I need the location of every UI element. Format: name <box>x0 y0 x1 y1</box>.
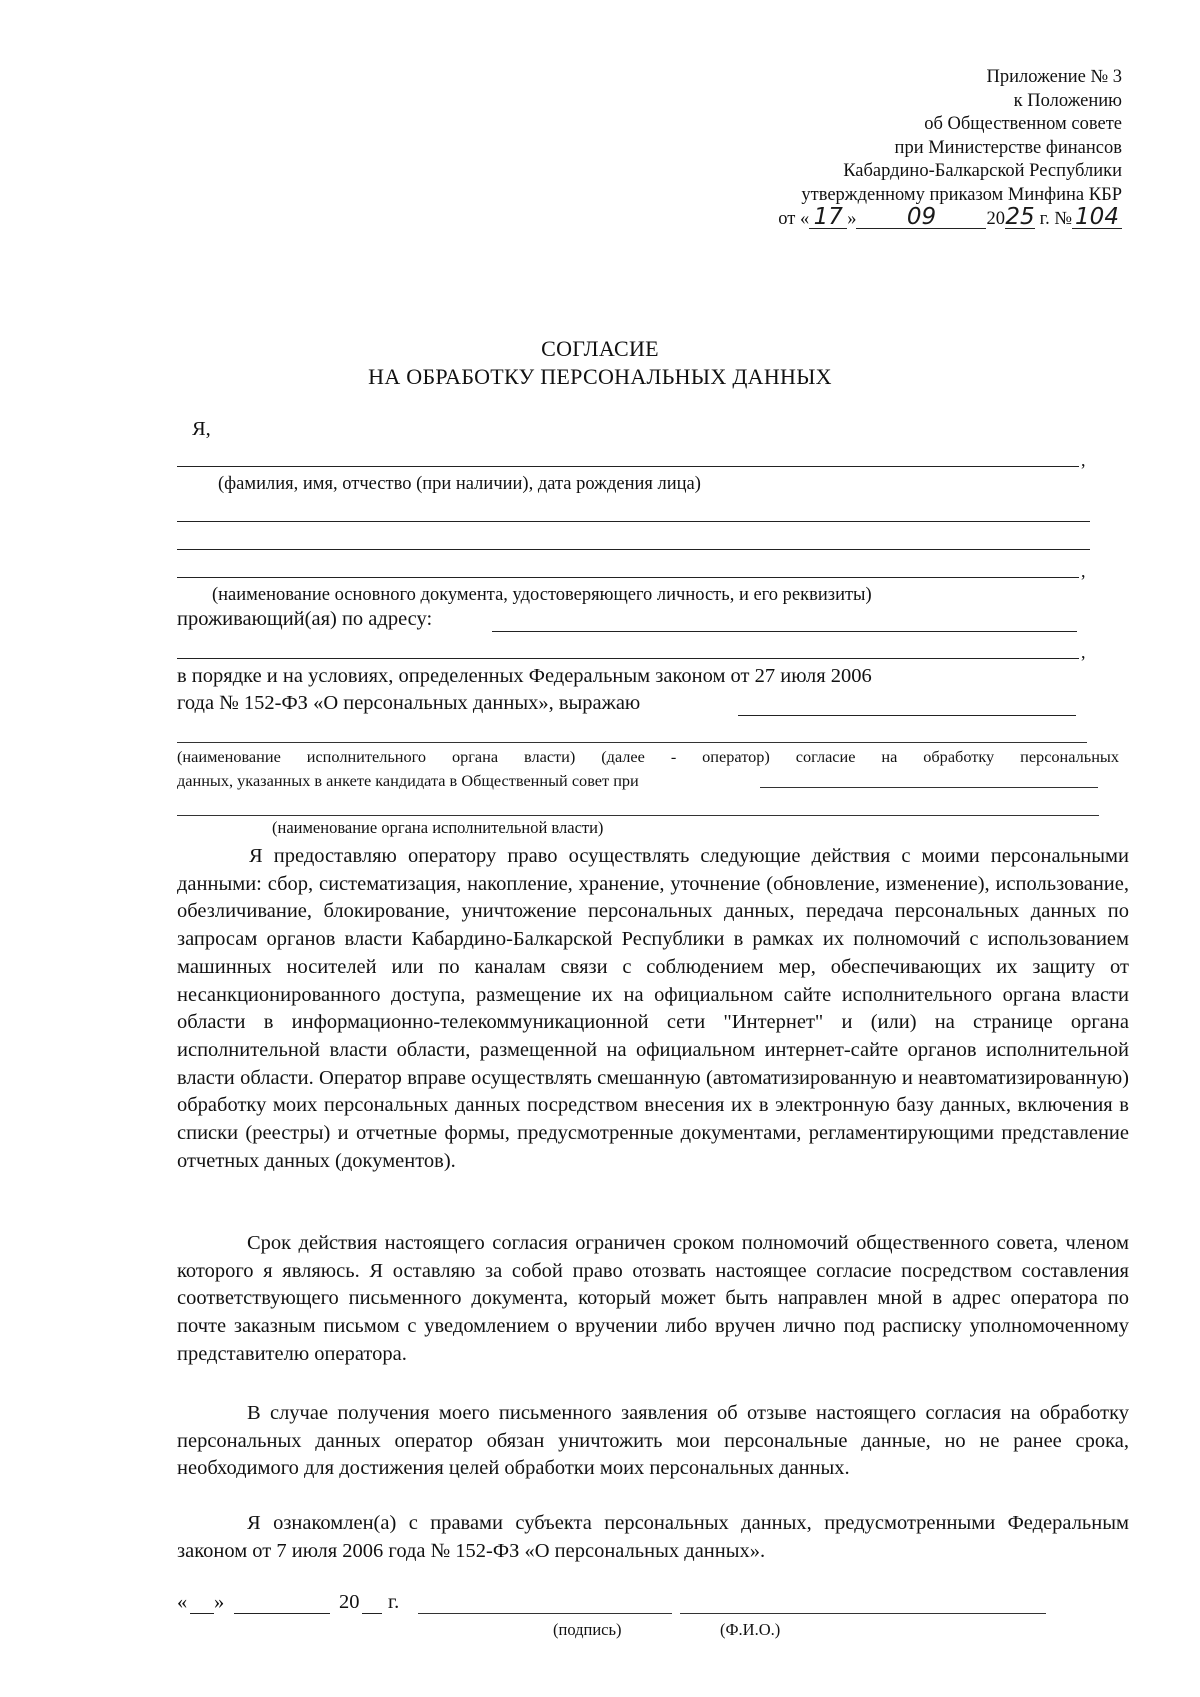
line-comma: , <box>1081 561 1086 581</box>
ya-label: Я, <box>192 418 211 440</box>
organ-caption: (наименование органа исполнительной власти) <box>272 818 604 837</box>
fio-caption: (фамилия, имя, отчество (при наличии), дата рождения лица) <box>218 474 701 494</box>
document-caption: (наименование основного документа, удостоверяющего личность, и его реквизиты) <box>212 585 872 605</box>
order-number-prefix: г. № <box>1039 209 1072 229</box>
header-line: при Министерстве финансов <box>894 137 1122 158</box>
consent-paragraph-2: Срок действия настоящего согласия ограничен сроком полномочий общественного совета, членом которого я являюсь. Я оставляю за собой право отозвать настоящее согласие посредством составления соответствующего письменного документа, который может быть направлен мной в адрес оператора по почте заказным письмом с уведомлением о вручении либо вручен лично под расписку уполномоченному представителю оператора. <box>177 1232 1129 1365</box>
consent-paragraph-1: Я предоставляю оператору право осуществлять следующие действия с моими персональными данными: сбор, систематизация, накопление, хранение, уточнение (обновление, изменение), использование, обезличивание, блокирование, уничтожение персональных данных, передача персональных данных по запросам органов власти Кабардино-Балкарской Республики в рамках их полномочий с использованием машинных носителей или по каналам связи с соблюдением мер, обеспечивающих их защиту от несанкционированного доступа, размещение их на официальном сайте исполнительного органа власти области в информационно-телекоммуникационной сети "Интернет" и (или) на странице органа исполнительной власти области, размещенной на официальном интернет-сайте органов исполнительной власти области. Оператор вправе осуществлять смешанную (автоматизированную и неавтоматизированную) обработку моих персональных данных посредством внесения их в электронную базу данных, включения в списки (реестры) и отчетные формы, предусмотренные документами, регламентирующими представление отчетных данных (документов). <box>177 845 1129 1172</box>
document-title: СОГЛАСИЕ <box>541 336 659 361</box>
document-blank-line-2[interactable] <box>177 549 1090 550</box>
date-year-prefix: 20 <box>986 209 1005 229</box>
date-prefix: от « <box>778 209 810 229</box>
signature-year-suffix: г. <box>388 1591 400 1613</box>
fio-blank-line[interactable] <box>177 466 1079 467</box>
header-line: к Положению <box>1013 90 1122 111</box>
header-line: Приложение № 3 <box>986 67 1122 87</box>
line-comma: , <box>1081 450 1086 470</box>
council-blank-line[interactable] <box>760 787 1098 788</box>
document-blank-line-1[interactable] <box>177 521 1090 522</box>
signature-fio-field[interactable] <box>680 1613 1046 1614</box>
appendix-header <box>778 66 1122 232</box>
date-year-handwritten: 25 <box>1005 204 1035 230</box>
operator-line-1: (наименование исполнительного органа власти) (далее - оператор) согласие на обработку персональных <box>177 747 1119 766</box>
header-line: Кабардино-Балкарской Республики <box>843 161 1122 181</box>
document-subtitle: НА ОБРАБОТКУ ПЕРСОНАЛЬНЫХ ДАННЫХ <box>368 364 832 389</box>
signature-date-close-quote: » <box>214 1591 225 1613</box>
law-line-2: года № 152-ФЗ «О персональных данных», выражаю <box>177 692 641 714</box>
signature-sign-field[interactable] <box>418 1613 672 1614</box>
address-blank-line[interactable] <box>492 631 1077 632</box>
order-date-line <box>778 204 1122 232</box>
operator-line-2: данных, указанных в анкете кандидата в Общественный совет при <box>177 771 639 790</box>
date-year-field <box>1005 204 1035 230</box>
date-month-handwritten: 09 <box>906 204 937 230</box>
signature-date-open-quote: « <box>177 1591 188 1613</box>
order-number-field <box>1072 204 1122 230</box>
operator-text <box>177 745 1119 793</box>
date-month-field <box>856 204 986 230</box>
organ-blank-line[interactable] <box>177 815 1099 816</box>
law-line-1: в порядке и на условиях, определенных Федеральным законом от 27 июля 2006 <box>177 665 872 687</box>
document-blank-line-3[interactable] <box>177 577 1079 578</box>
date-day-handwritten: 17 <box>813 204 843 230</box>
signature-year-prefix: 20 <box>339 1591 360 1613</box>
date-close-quote: » <box>847 209 857 229</box>
signature-fio-caption: (Ф.И.О.) <box>720 1620 781 1639</box>
order-number-handwritten: 104 <box>1075 204 1119 230</box>
signature-sign-caption: (подпись) <box>553 1620 622 1639</box>
address-label: проживающий(ая) по адресу: <box>177 608 433 630</box>
signature-day-field[interactable] <box>190 1613 214 1614</box>
operator-blank-line-2[interactable] <box>177 742 1087 743</box>
header-line: утвержденному приказом Минфина КБР <box>801 184 1122 205</box>
signature-month-field[interactable] <box>234 1613 330 1614</box>
signature-year-field[interactable] <box>362 1613 382 1614</box>
consent-paragraph-4: Я ознакомлен(а) с правами субъекта персональных данных, предусмотренными Федеральным законом от 7 июля 2006 года № 152-ФЗ «О персональных данных». <box>177 1512 1129 1562</box>
consent-paragraph-3: В случае получения моего письменного заявления об отзыве настоящего согласия на обработку персональных данных оператор обязан уничтожить мои персональные данные, но не ранее срока, необходимого для достижения целей обработки моих персональных данных. <box>177 1402 1129 1480</box>
date-day-field <box>809 204 847 230</box>
operator-blank-line[interactable] <box>738 715 1076 716</box>
line-comma: , <box>1081 642 1086 662</box>
header-line: об Общественном совете <box>924 114 1122 134</box>
address-blank-line-2[interactable] <box>177 658 1079 659</box>
